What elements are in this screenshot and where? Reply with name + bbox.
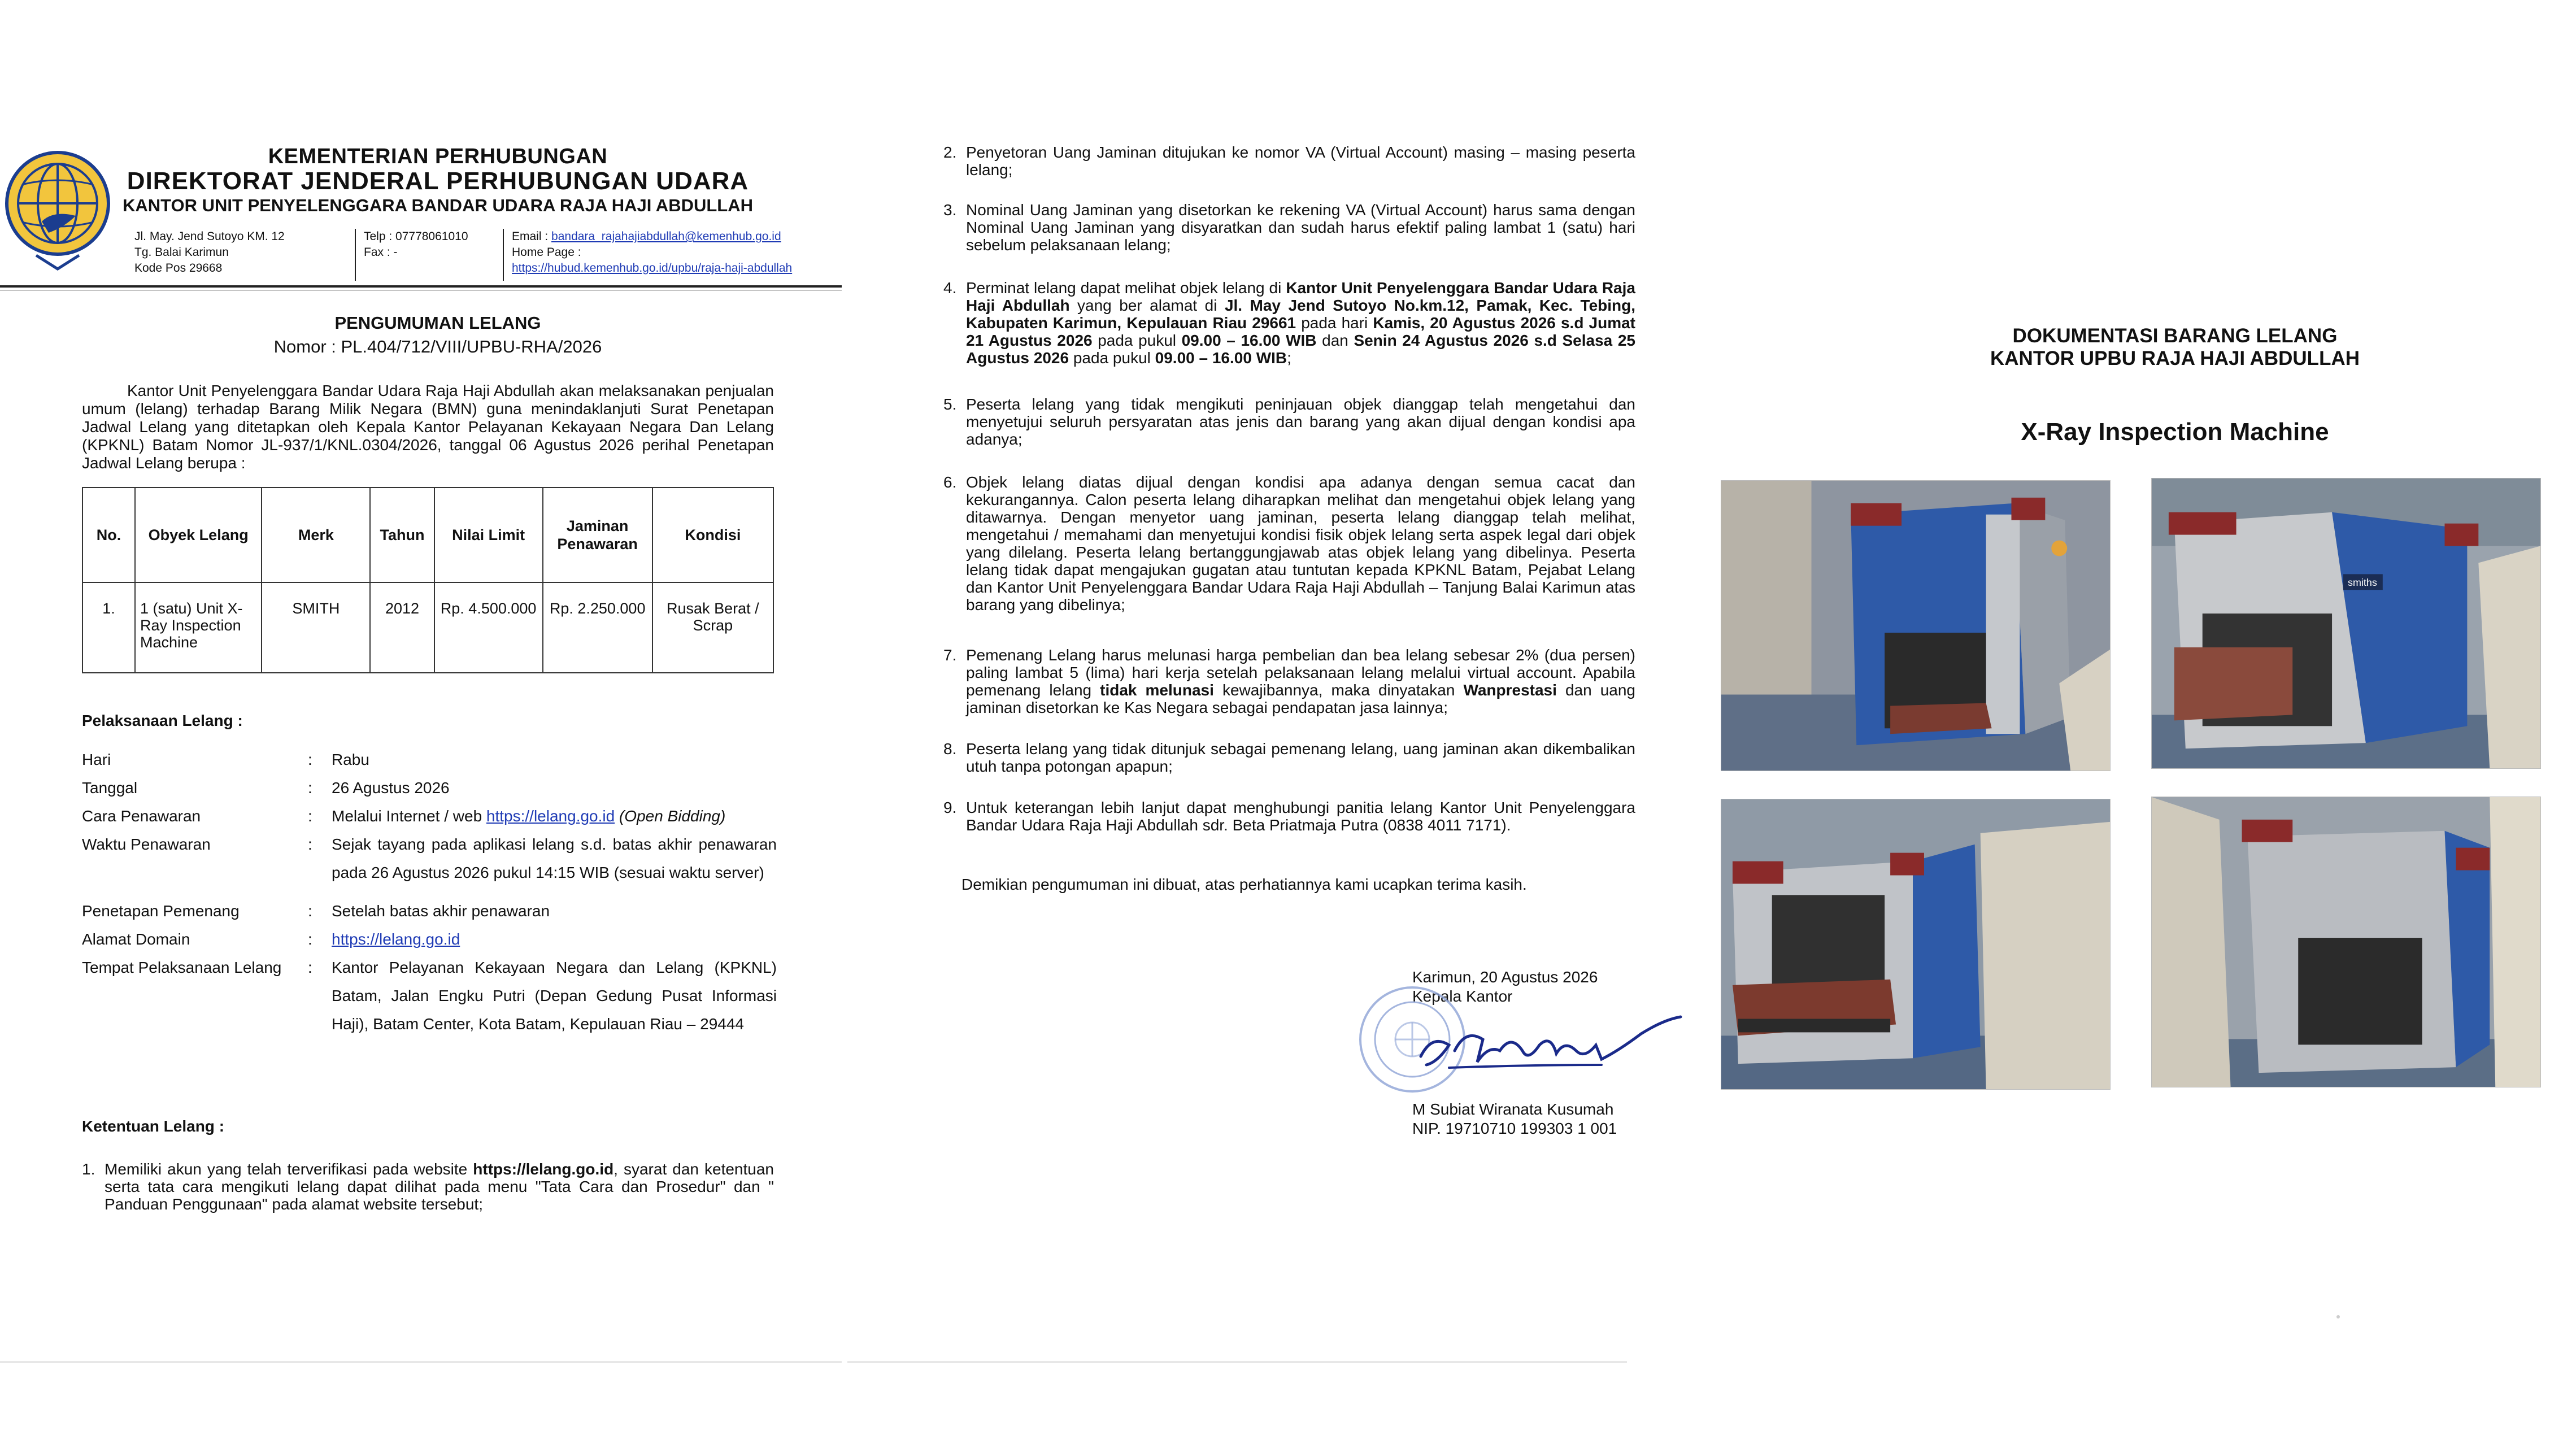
letterhead-address <box>134 229 285 276</box>
term-text: ; <box>1287 349 1291 367</box>
photo-brand-label: smiths <box>2347 577 2377 589</box>
col-year: Tahun <box>370 488 434 582</box>
term-text: dan <box>1316 332 1354 349</box>
term-text-bold: Kantor Unit Penyelenggara Bandar Udara Raja Haji Abdullah <box>966 279 1635 314</box>
detail-label: Tempat Pelaksanaan Lelang <box>82 959 282 976</box>
term-item-5 <box>943 395 1635 448</box>
col-condition: Kondisi <box>652 488 773 582</box>
list-item <box>82 830 777 887</box>
execution-heading: Pelaksanaan Lelang : <box>82 712 243 729</box>
term-number: 9. <box>943 799 957 816</box>
item-title: X-Ray Inspection Machine <box>2021 418 2329 446</box>
term-item-8 <box>943 740 1635 775</box>
detail-value-suffix: (Open Bidding) <box>615 807 726 825</box>
term-text-bold: Kamis, 20 Agustus 2026 s.d Jumat 21 Agustus 2026 <box>966 314 1635 349</box>
term-text-bold: tidak melunasi <box>1100 681 1214 699</box>
term-text: Peserta lelang yang tidak mengikuti peninjauan objek dianggap telah mengetahui dan menyetujui seluruh persyaratan atas jenis dan barang yang akan dijual dengan kondisi apa adanya; <box>966 395 1635 448</box>
documentation-heading: DOKUMENTASI BARANG LELANG <box>2012 325 2338 347</box>
term-number: 6. <box>943 473 957 491</box>
email-link[interactable]: bandara_rajahajiabdullah@kemenhub.go.id <box>551 230 781 243</box>
sign-place-date: Karimun, 20 Agustus 2026 <box>1412 968 1598 986</box>
list-item <box>82 802 777 830</box>
ministry-logo-icon <box>2 148 113 275</box>
letterhead-office: KANTOR UNIT PENYELENGGARA BANDAR UDARA RAJA HAJI ABDULLAH <box>122 195 753 215</box>
homepage-label: Home Page : <box>512 246 581 259</box>
item-photo-2 <box>2151 478 2541 769</box>
term-item-4 <box>943 279 1636 367</box>
term-number: 3. <box>943 201 957 219</box>
term-number: 8. <box>943 740 957 758</box>
term-text: Untuk keterangan lebih lanjut dapat menghubungi panitia lelang Kantor Unit Penyelenggara Bandar Udara Raja Haji Abdullah sdr. Beta Priatmaja Putra (0838 4011 7171). <box>966 799 1635 834</box>
detail-value <box>332 925 777 954</box>
term-item-6 <box>943 473 1635 613</box>
detail-label: Tanggal <box>82 779 138 797</box>
detail-value: Sejak tayang pada aplikasi lelang s.d. batas akhir penawaran pada 26 Agustus 2026 pukul 14:15 WIB (sesuai waktu server) <box>332 836 777 881</box>
fax-line: Fax : - <box>364 246 398 259</box>
closing-statement: Demikian pengumuman ini dibuat, atas perhatiannya kami ucapkan terima kasih. <box>961 876 1527 893</box>
term-text: dan uang jaminan disetorkan ke Kas Negara sebagai pendapatan jasa lainnya; <box>966 681 1635 716</box>
detail-colon: : <box>308 807 312 825</box>
item-photo-1 <box>1721 480 2111 771</box>
term-text: Peserta lelang yang tidak ditunjuk sebagai pemenang lelang, uang jaminan akan dikembalikan utuh tanpa potongan apapun; <box>966 740 1635 775</box>
term-text: Pemenang Lelang harus melunasi harga pembelian dan bea lelang sebesar 2% (dua persen) paling lambat 5 (lima) hari kerja setelah pelaksanaan lelang melalui virtual account. Apabila pemenang lelang <box>966 646 1635 699</box>
xray-machine-photo-2 <box>2152 478 2540 768</box>
letterhead-web <box>503 229 792 281</box>
letterhead-ministry: KEMENTERIAN PERHUBUNGAN <box>268 145 608 168</box>
announcement-number: Nomor : PL.404/712/VIII/UPBU-RHA/2026 <box>273 337 602 356</box>
term-text-bold: Jl. May Jend Sutoyo No.km.12, Pamak, Kec. Tebing, Kabupaten Karimun, Kepulauan Riau 29661 <box>966 297 1636 332</box>
list-item <box>82 746 777 774</box>
xray-machine-photo-4 <box>2152 797 2540 1087</box>
detail-colon: : <box>308 959 312 976</box>
item-photo-4 <box>2151 797 2541 1087</box>
col-brand: Merk <box>262 488 370 582</box>
term-text: yang ber alamat di <box>1069 297 1225 314</box>
term-text-bold: 09.00 – 16.00 WIB <box>1155 349 1287 367</box>
col-limit: Nilai Limit <box>434 488 543 582</box>
cell-object: 1 (satu) Unit X-Ray Inspection Machine <box>135 582 262 673</box>
detail-colon: : <box>308 779 312 797</box>
detail-colon: : <box>308 836 312 853</box>
table-row <box>82 582 773 673</box>
homepage-link[interactable]: https://hubud.kemenhub.go.id/upbu/raja-haji-abdullah <box>512 262 793 275</box>
term-number: 5. <box>943 395 957 413</box>
terms-heading: Ketentuan Lelang : <box>82 1117 225 1135</box>
letterhead-phone <box>355 229 468 281</box>
detail-value: Setelah batas akhir penawaran <box>332 902 550 920</box>
detail-colon: : <box>308 902 312 920</box>
term-text-bold: 09.00 – 16.00 WIB <box>1181 332 1317 349</box>
term-text: pada hari <box>1296 314 1373 332</box>
signature-mark-icon <box>1415 1011 1686 1079</box>
item-photo-3 <box>1721 799 2111 1090</box>
term-text: , syarat dan ketentuan serta tata cara mengikuti lelang dapat dilihat pada menu "Tata Cara dan Prosedur" dan " Panduan Penggunaan" pada alamat website tersebut; <box>105 1160 774 1213</box>
lelang-link[interactable]: https://lelang.go.id <box>486 807 615 825</box>
sign-position: Kepala Kantor <box>1412 987 1513 1005</box>
term-text-bold: Senin 24 Agustus 2026 s.d Selasa 25 Agustus 2026 <box>966 332 1635 367</box>
detail-label: Waktu Penawaran <box>82 836 211 853</box>
announcement-intro: Kantor Unit Penyelenggara Bandar Udara Raja Haji Abdullah akan melaksanakan penjualan umum (lelang) terhadap Barang Milik Negara (BMN) guna menindaklanjuti Surat Penetapan Jadwal Lelang yang ditetapkan oleh Kepala Kantor Pelayanan Kekayaan Negara Dan Lelang (KPKNL) Batam Nomor JL-937/1/KNL.0304/2026, tanggal 06 Agustus 2026 perihal Penetapan Jadwal Lelang berupa : <box>82 382 774 472</box>
letterhead-directorate: DIREKTORAT JENDERAL PERHUBUNGAN UDARA <box>127 167 749 195</box>
list-item <box>82 925 777 954</box>
detail-colon: : <box>308 751 312 768</box>
address-line-2: Tg. Balai Karimun <box>134 246 229 259</box>
execution-details <box>82 746 777 1038</box>
term-item-1 <box>82 1160 774 1213</box>
detail-value: 26 Agustus 2026 <box>332 779 450 797</box>
announcement-title-block <box>113 313 763 357</box>
col-deposit: Jaminan Penawaran <box>543 488 652 582</box>
term-text: pada pukul <box>1069 349 1155 367</box>
list-item <box>82 897 777 925</box>
scan-speck <box>2336 1315 2340 1319</box>
address-line-1: Jl. May. Jend Sutoyo KM. 12 <box>134 230 285 243</box>
address-line-3: Kode Pos 29668 <box>134 262 223 275</box>
term-item-2 <box>943 143 1635 179</box>
term-item-9 <box>943 799 1635 834</box>
term-text: Perminat lelang dapat melihat objek lelang di <box>966 279 1286 297</box>
cell-no: 1. <box>82 582 135 673</box>
term-text-bold: Wanprestasi <box>1463 681 1557 699</box>
page-edge <box>847 1361 1627 1363</box>
term-text: Objek lelang diatas dijual dengan kondisi apa adanya dengan semua cacat dan kekurangannya. Calon peserta lelang diharapkan melihat dan mengetahui objek lelang yang ditawarnya. Dengan menyetor uang jaminan, peserta lelang dianggap telah melihat, mengetahui / memahami dan menyetujui kondisi fisik objek lelang serta aspek legal dari objek yang dilelang. Peserta lelang bertanggungjawab atas objek lelang yang dibelinya. Peserta lelang tidak dapat mengajukan gugatan atau tuntutan kepada KPKNL Batam, Pejabat Lelang dan Kantor Unit Penyelenggara Bandar Udara Raja Haji Abdullah – Tanjung Balai Karimun atas barang yang dibelinya; <box>966 473 1635 613</box>
phone-line: Telp : 07778061010 <box>364 230 468 243</box>
cell-brand: SMITH <box>262 582 370 673</box>
sign-nip: NIP. 19710710 199303 1 001 <box>1412 1120 1617 1137</box>
term-number: 7. <box>943 646 957 664</box>
detail-label: Cara Penawaran <box>82 807 201 825</box>
term-number: 1. <box>82 1160 95 1178</box>
detail-value <box>332 802 777 830</box>
cell-limit: Rp. 4.500.000 <box>434 582 543 673</box>
lot-table-header-row <box>82 488 773 582</box>
xray-machine-photo-1 <box>1721 481 2110 771</box>
cell-deposit: Rp. 2.250.000 <box>543 582 652 673</box>
term-text: Penyetoran Uang Jaminan ditujukan ke nomor VA (Virtual Account) masing – masing peserta lelang; <box>966 143 1635 179</box>
term-text: Nominal Uang Jaminan yang disetorkan ke rekening VA (Virtual Account) harus sama dengan Nominal Uang Jaminan yang disyaratkan dan sudah harus efektif paling lambat 1 (satu) hari sebelum pelaksanaan lelang; <box>966 201 1635 254</box>
email-label: Email : <box>512 230 549 243</box>
cell-condition: Rusak Berat / Scrap <box>652 582 773 673</box>
list-item <box>82 954 777 1038</box>
announcement-title: PENGUMUMAN LELANG <box>334 313 541 333</box>
xray-machine-photo-3 <box>1721 799 2110 1089</box>
letterhead-rule <box>0 285 842 288</box>
domain-link[interactable]: https://lelang.go.id <box>332 930 460 948</box>
list-item <box>82 774 777 802</box>
detail-value-prefix: Melalui Internet / web <box>332 807 486 825</box>
detail-label: Penetapan Pemenang <box>82 902 240 920</box>
col-no: No. <box>82 488 135 582</box>
term-text: Memiliki akun yang telah terverifikasi pada website <box>105 1160 473 1178</box>
cell-year: 2012 <box>370 582 434 673</box>
term-text: kewajibannya, maka dinyatakan <box>1213 681 1464 699</box>
term-item-3 <box>943 201 1635 254</box>
detail-value: Rabu <box>332 751 369 768</box>
lot-table <box>82 487 774 673</box>
detail-colon: : <box>308 930 312 948</box>
term-number: 4. <box>943 279 957 297</box>
detail-label: Hari <box>82 751 111 768</box>
documentation-subheading: KANTOR UPBU RAJA HAJI ABDULLAH <box>1990 347 2360 369</box>
detail-value: Kantor Pelayanan Kekayaan Negara dan Lelang (KPKNL) Batam, Jalan Engku Putri (Depan Gedung Pusat Informasi Haji), Batam Center, Kota Batam, Kepulauan Riau – 29444 <box>332 959 777 1033</box>
term-number: 2. <box>943 143 957 161</box>
term-text: pada pukul <box>1092 332 1182 349</box>
page-edge <box>0 1361 842 1363</box>
col-object: Obyek Lelang <box>135 488 262 582</box>
term-text-bold: https://lelang.go.id <box>473 1160 614 1178</box>
term-item-7 <box>943 646 1635 716</box>
detail-label: Alamat Domain <box>82 930 190 948</box>
sign-name: M Subiat Wiranata Kusumah <box>1412 1100 1614 1118</box>
